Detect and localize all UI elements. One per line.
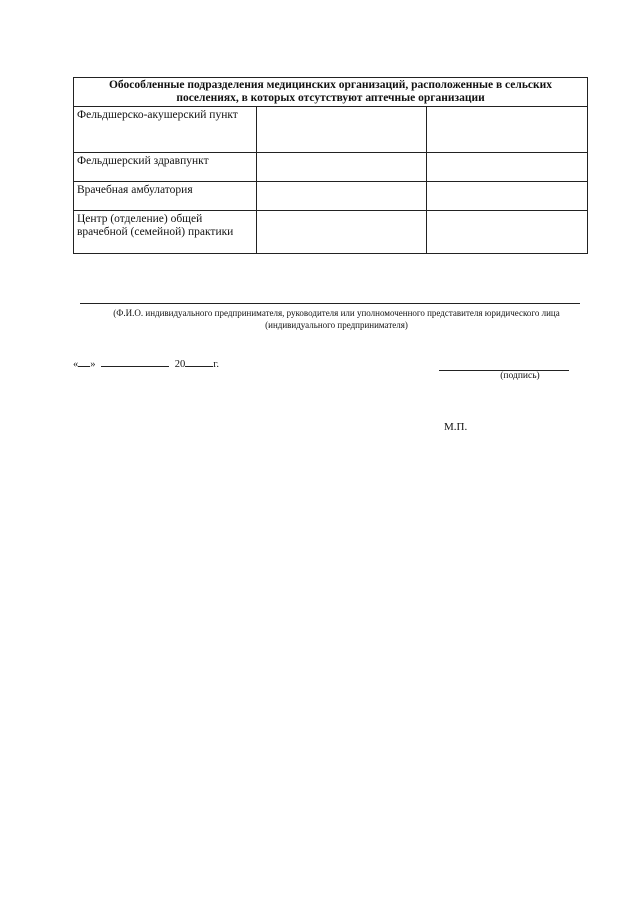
fio-caption-line1: (Ф.И.О. индивидуального предпринимателя, руководителя или уполномоченного представителя юридического лица: [113, 308, 560, 318]
year-prefix: 20: [174, 359, 186, 370]
row-label: Фельдшерско-акушерский пункт: [74, 107, 257, 153]
date-open-quote: «: [73, 359, 79, 370]
table-cell: [257, 153, 427, 182]
table-row: [74, 211, 588, 254]
table-cell: [427, 211, 588, 254]
month-blank: [101, 357, 169, 367]
table-header: Обособленные подразделения медицинских организаций, расположенные в сельских поселениях, в которых отсутствуют аптечные организации: [74, 78, 588, 107]
row-label: Фельдшерский здравпункт: [74, 153, 257, 182]
row-label: Центр (отделение) общей врачебной (семейной) практики: [74, 211, 257, 254]
table-cell: [427, 153, 588, 182]
date-suffix: г.: [213, 359, 219, 370]
subdivisions-table: [73, 77, 588, 254]
table-row: [74, 107, 588, 153]
row-label: Врачебная амбулатория: [74, 182, 257, 211]
table-cell: [257, 182, 427, 211]
signature-caption: (подпись): [500, 371, 540, 381]
table-row: [74, 153, 588, 182]
stamp-label: М.П.: [444, 421, 468, 433]
date-close-quote: »: [90, 359, 96, 370]
table-row: [74, 182, 588, 211]
fio-underline: [80, 303, 580, 304]
date-field: [73, 357, 219, 370]
table-cell: [427, 182, 588, 211]
year-blank: [185, 357, 213, 367]
day-blank: [78, 357, 90, 367]
table-cell: [257, 107, 427, 153]
fio-caption-line2: (индивидуального предпринимателя): [265, 320, 408, 330]
fio-caption: [73, 307, 600, 331]
table-cell: [427, 107, 588, 153]
table-cell: [257, 211, 427, 254]
